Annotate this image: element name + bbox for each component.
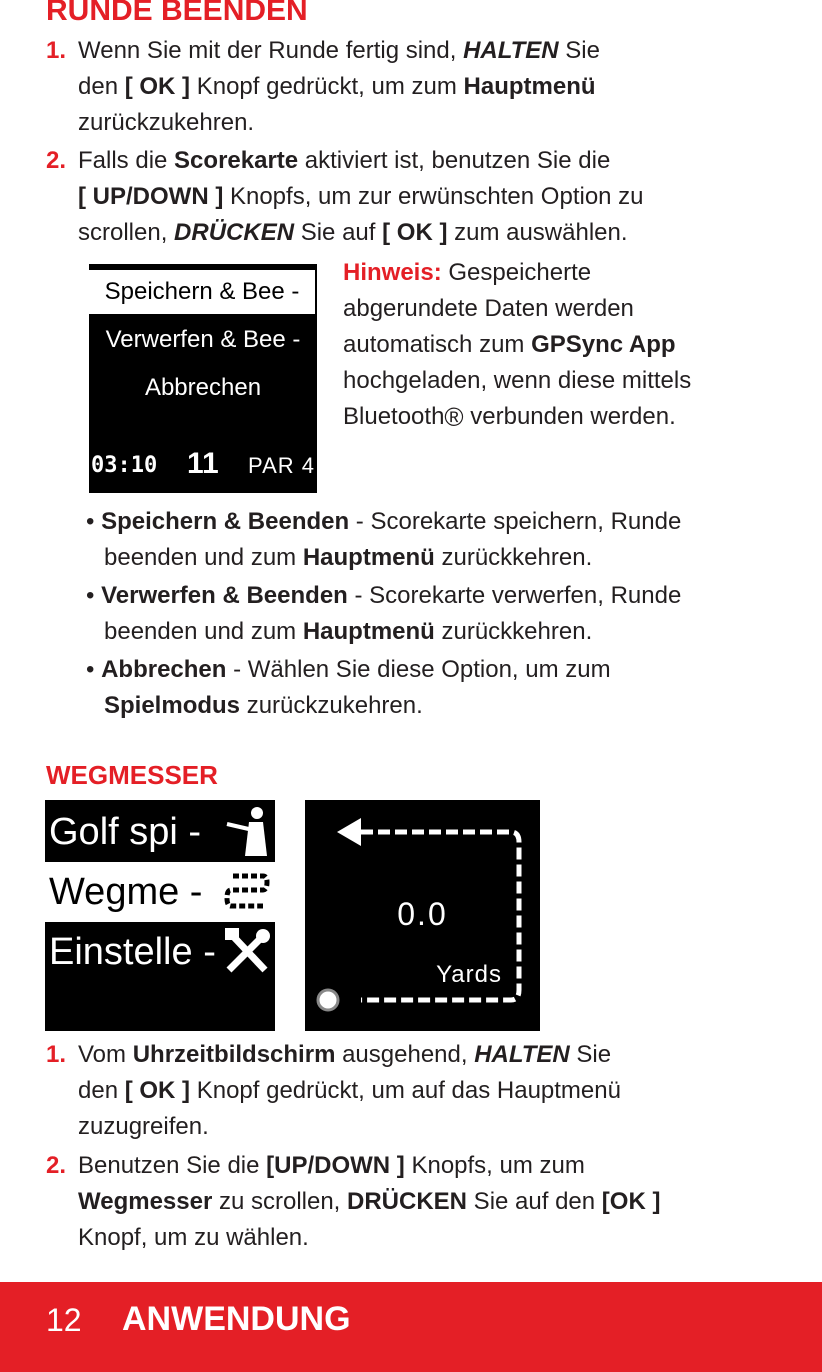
step-number: 2. bbox=[46, 147, 67, 174]
step-number: 2. bbox=[46, 1152, 67, 1179]
section-title-runde-beenden: RUNDE BEENDEN bbox=[46, 0, 308, 27]
bullet-item: • Abbrechen - Wählen Sie diese Option, um zum Spielmodus zurückzukehren. bbox=[86, 656, 611, 719]
time-display: 03:10 bbox=[91, 453, 158, 478]
step-number: 1. bbox=[46, 1041, 67, 1068]
step-text: Vom Uhrzeitbildschirm ausgehend, HALTEN Sie den [ OK ] Knopf gedrückt, um auf das Hauptmenü zuzugreifen. bbox=[78, 1041, 621, 1140]
page-footer bbox=[0, 1282, 822, 1372]
path-icon bbox=[223, 870, 271, 914]
step-text: Benutzen Sie die [UP/DOWN ] Knopfs, um zum Wegmesser zu scrollen, DRÜCKEN Sie auf den [OK ] Knopf, um zu wählen. bbox=[78, 1152, 661, 1251]
page-number: 12 bbox=[46, 1302, 82, 1338]
watch-screen-main-menu bbox=[45, 800, 275, 1031]
menu-item-settings: Einstelle - bbox=[45, 922, 275, 982]
golfer-icon bbox=[223, 806, 271, 858]
note-text: Hinweis: Gespeicherte abgerundete Daten werden automatisch zum GPSync App hochgeladen, wenn diese mittels Bluetooth® verbunden werden. bbox=[343, 259, 692, 432]
menu-option-cancel: Abbrechen bbox=[144, 374, 262, 401]
distance-value: 0.0 bbox=[397, 896, 448, 932]
menu-item-golf: Golf spi - bbox=[45, 802, 275, 862]
tools-icon bbox=[223, 926, 271, 976]
menu-option-save: Speichern & Bee - bbox=[89, 270, 317, 314]
bullet-item: • Verwerfen & Beenden - Scorekarte verwerfen, Runde beenden und zum Hauptmenü zurückkehren. bbox=[86, 582, 682, 645]
footer-title: ANWENDUNG bbox=[122, 1300, 351, 1338]
watch-screen-end-round bbox=[89, 264, 317, 493]
distance-unit: Yards bbox=[436, 961, 502, 988]
hole-number: 11 bbox=[187, 447, 219, 480]
watch-screen-odometer bbox=[305, 800, 540, 1031]
par-display: PAR 4 bbox=[248, 453, 315, 478]
step-text: Wenn Sie mit der Runde fertig sind, HALTEN Sie den [ OK ] Knopf gedrückt, um zum Hauptmenü zurückzukehren. bbox=[78, 37, 600, 136]
section-title-wegmesser: WEGMESSER bbox=[46, 760, 218, 790]
status-bar bbox=[89, 447, 317, 493]
menu-option-discard: Verwerfen & Bee - bbox=[105, 326, 301, 353]
menu-item-odometer: Wegme - bbox=[45, 862, 275, 922]
step-number: 1. bbox=[46, 37, 67, 64]
bullet-item: • Speichern & Beenden - Scorekarte speichern, Runde beenden und zum Hauptmenü zurückkehren. bbox=[86, 508, 682, 571]
step-text: Falls die Scorekarte aktiviert ist, benutzen Sie die [ UP/DOWN ] Knopfs, um zur erwünschten Option zu scrollen, DRÜCKEN Sie auf [ OK ] zum auswählen. bbox=[78, 147, 644, 246]
